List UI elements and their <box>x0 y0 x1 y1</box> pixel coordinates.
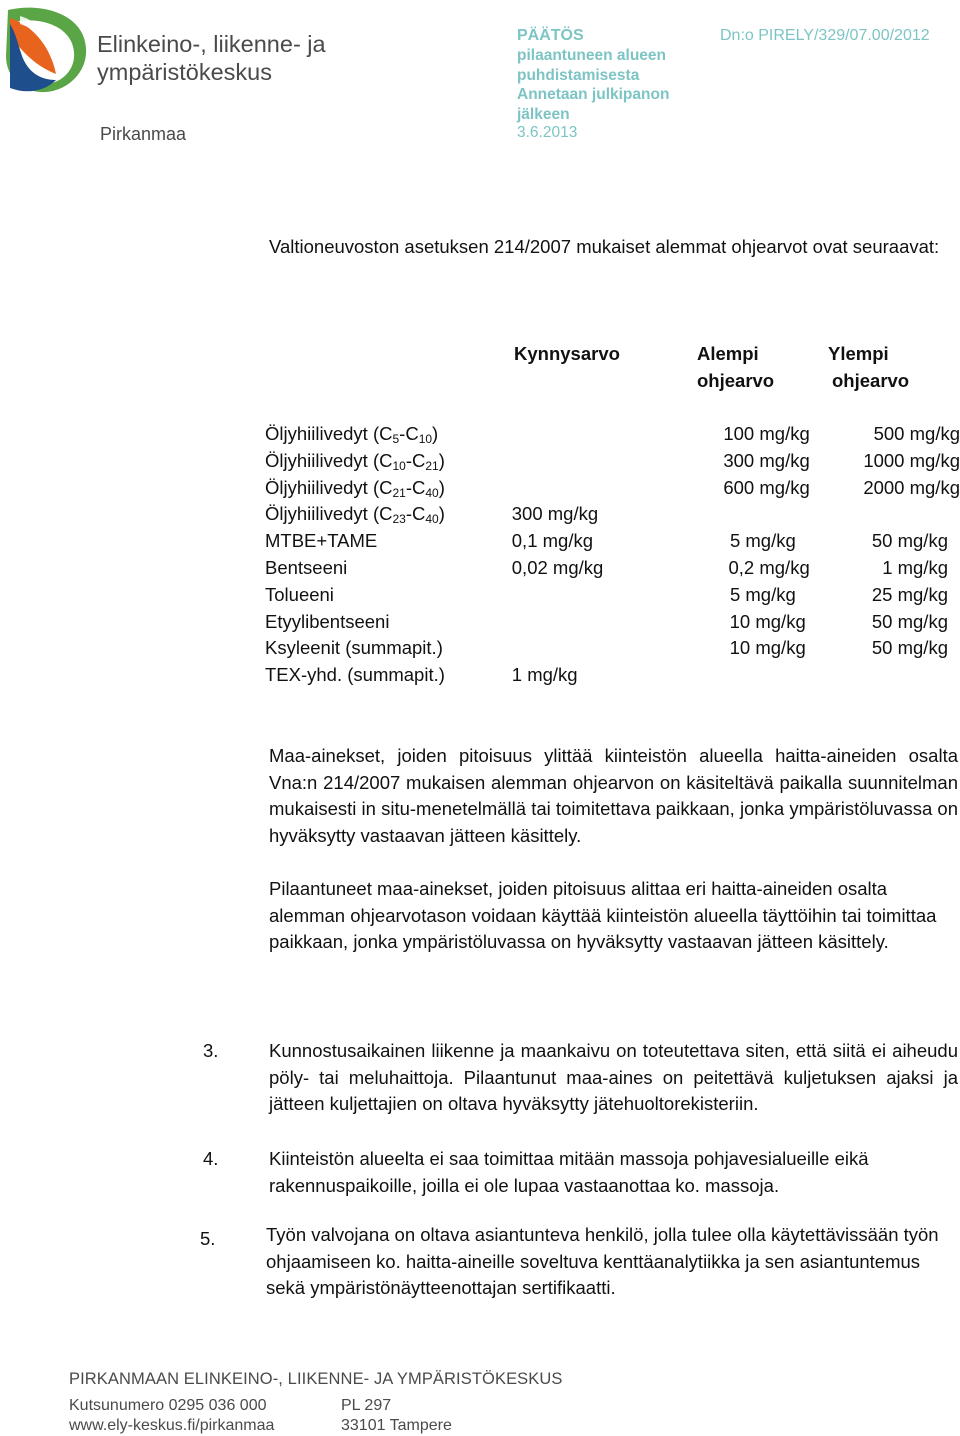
document-type: PÄÄTÖS <box>517 27 584 44</box>
header-lower-line1: Alempi <box>697 343 759 364</box>
header-upper-guideline <box>828 341 909 394</box>
table-row <box>265 528 960 555</box>
footer-phone: Kutsunumero 0295 036 000 <box>69 1397 267 1414</box>
substance-name: Öljyhiilivedyt $(C_5-C_{10})$ <box>265 423 439 446</box>
threshold-value <box>512 635 670 662</box>
table-row <box>265 555 960 582</box>
substance-name: Öljyhiilivedyt $(C_{23}-C_{40})$ <box>265 503 445 527</box>
threshold-value: 0,1 mg/kg <box>511 530 594 552</box>
footer-org-name: PIRKANMAAN ELINKEINO-, LIIKENNE- JA YMPÄRISTÖKESKUS <box>69 1370 563 1388</box>
upper-guideline-value: 50 mg/kg <box>871 637 948 659</box>
substance-name: MTBE+TAME <box>265 530 378 552</box>
document-subject: pilaantuneen alueen puhdistamisesta Annetaan julkipanon jälkeen <box>517 47 670 123</box>
item-number: 5. <box>200 1228 216 1249</box>
item-number: 4. <box>203 1148 219 1169</box>
item-text: Työn valvojana on oltava asiantunteva henkilö, jolla tulee olla käytettävissään työn ohjaamiseen ko. haitta-aineille soveltuva kenttäanalytiikka ja sen asiantuntemus sekä ympäristönäytteenottajan sertifikaatti. <box>266 1224 939 1298</box>
upper-guideline-value: 2000 mg/kg <box>863 476 960 498</box>
upper-guideline-value: 50 mg/kg <box>871 530 948 552</box>
org-name <box>97 30 326 86</box>
item-text: Kiinteistön alueelta ei saa toimittaa mitään massoja pohjavesialueille eikä rakennuspaikoille, joilla ei ole lupaa vastaanottaa ko. massoja. <box>269 1148 869 1196</box>
threshold-value <box>512 582 670 609</box>
region-label: Pirkanmaa <box>100 124 187 144</box>
table-row <box>265 635 960 662</box>
substance-name: Tolueeni <box>265 583 334 605</box>
header-upper-line2: ohjearvo <box>832 369 910 391</box>
table-row <box>265 609 960 636</box>
substance-name: Etyylibentseeni <box>265 610 390 632</box>
threshold-value: 1 mg/kg <box>511 664 578 686</box>
upper-guideline-value: 500 mg/kg <box>873 423 960 444</box>
header-lower-guideline <box>697 341 774 394</box>
table-row <box>265 475 960 502</box>
paragraph-exceeding: Maa-ainekset, joiden pitoisuus ylittää kiinteistön alueella haitta-aineiden osalta Vna:n 214/2007 mukaisen alemman ohjearvon on käsiteltävä paikalla suunnitelman mukaisesti in situ-menetelmällä tai toimitettava paikkaan, jonka ympäristöluvassa on hyväksytty vastaavan jätteen käsittely. <box>269 745 958 846</box>
item-number: 3. <box>203 1040 219 1061</box>
threshold-value: 0,02 mg/kg <box>511 556 604 578</box>
substance-name: Öljyhiilivedyt $(C_{10}-C_{21})$ <box>265 449 445 473</box>
header-upper-line1: Ylempi <box>828 343 889 364</box>
header-threshold: Kynnysarvo <box>514 343 620 364</box>
document-number: Dn:o PIRELY/329/07.00/2012 <box>720 27 930 44</box>
table-row <box>265 501 960 528</box>
upper-guideline-value: 25 mg/kg <box>871 583 948 605</box>
footer-website-link[interactable]: www.ely-keskus.fi/pirkanmaa <box>69 1417 275 1434</box>
footer-po-box: PL 297 <box>341 1397 392 1414</box>
threshold-value <box>512 448 670 475</box>
lower-guideline-value: 10 mg/kg <box>729 637 806 659</box>
paragraph-below: Pilaantuneet maa-ainekset, joiden pitoisuus alittaa eri haitta-aineiden osalta alemman ohjearvotason voidaan käyttää kiinteistön alueella täyttöihin tai toimittaa paikkaan, jonka ympäristöluvassa on hyväksytty vastaavan jätteen käsittely. <box>269 878 937 952</box>
lower-guideline-value: 10 mg/kg <box>729 610 806 632</box>
threshold-value <box>512 475 670 502</box>
header-lower-line2: ohjearvo <box>697 369 775 391</box>
lower-guideline-value: 0,2 mg/kg <box>728 556 810 578</box>
upper-guideline-value <box>810 662 960 689</box>
lower-guideline-value <box>670 501 810 528</box>
substance-name: Öljyhiilivedyt $(C_{21}-C_{40})$ <box>265 476 445 500</box>
intro-text: Valtioneuvoston asetuksen 214/2007 mukaiset alemmat ohjearvot ovat seuraavat: <box>269 236 940 257</box>
lower-guideline-value: 5 mg/kg <box>729 583 796 605</box>
upper-guideline-value: 1 mg/kg <box>882 556 948 578</box>
org-name-line2: ympäristökeskus <box>97 59 272 85</box>
upper-guideline-value: 1000 mg/kg <box>863 449 960 471</box>
org-name-line1: Elinkeino-, liikenne- ja <box>97 31 326 57</box>
threshold-value <box>512 421 670 448</box>
item-text: Kunnostusaikainen liikenne ja maankaivu on toteutettava siten, että siitä ei aiheudu pöly- tai meluhaittoja. Pilaantunut maa-aines on peitettävä kuljetuksen ajaksi ja jätteen kuljettajien on oltava hyväksytty jätehuoltorekisteriin. <box>269 1040 958 1114</box>
substance-name: Ksyleenit (summapit.) <box>265 637 443 659</box>
upper-guideline-value <box>810 501 960 528</box>
substance-name: Bentseeni <box>265 556 348 578</box>
guideline-table <box>265 421 960 689</box>
upper-guideline-value: 50 mg/kg <box>871 610 948 632</box>
threshold-value: 300 mg/kg <box>511 503 599 525</box>
lower-guideline-value: 100 mg/kg <box>723 423 810 444</box>
ely-logo-icon <box>0 4 92 96</box>
lower-guideline-value: 300 mg/kg <box>723 449 810 471</box>
footer-postal-code: 33101 Tampere <box>341 1417 452 1434</box>
table-row <box>265 582 960 609</box>
document-date: 3.6.2013 <box>517 124 578 141</box>
table-row <box>265 421 960 448</box>
substance-name: TEX-yhd. (summapit.) <box>265 664 445 686</box>
lower-guideline-value: 600 mg/kg <box>723 476 810 498</box>
table-row <box>265 448 960 475</box>
lower-guideline-value <box>670 662 810 689</box>
lower-guideline-value: 5 mg/kg <box>729 530 796 552</box>
threshold-value <box>512 609 670 636</box>
table-row <box>265 662 960 689</box>
